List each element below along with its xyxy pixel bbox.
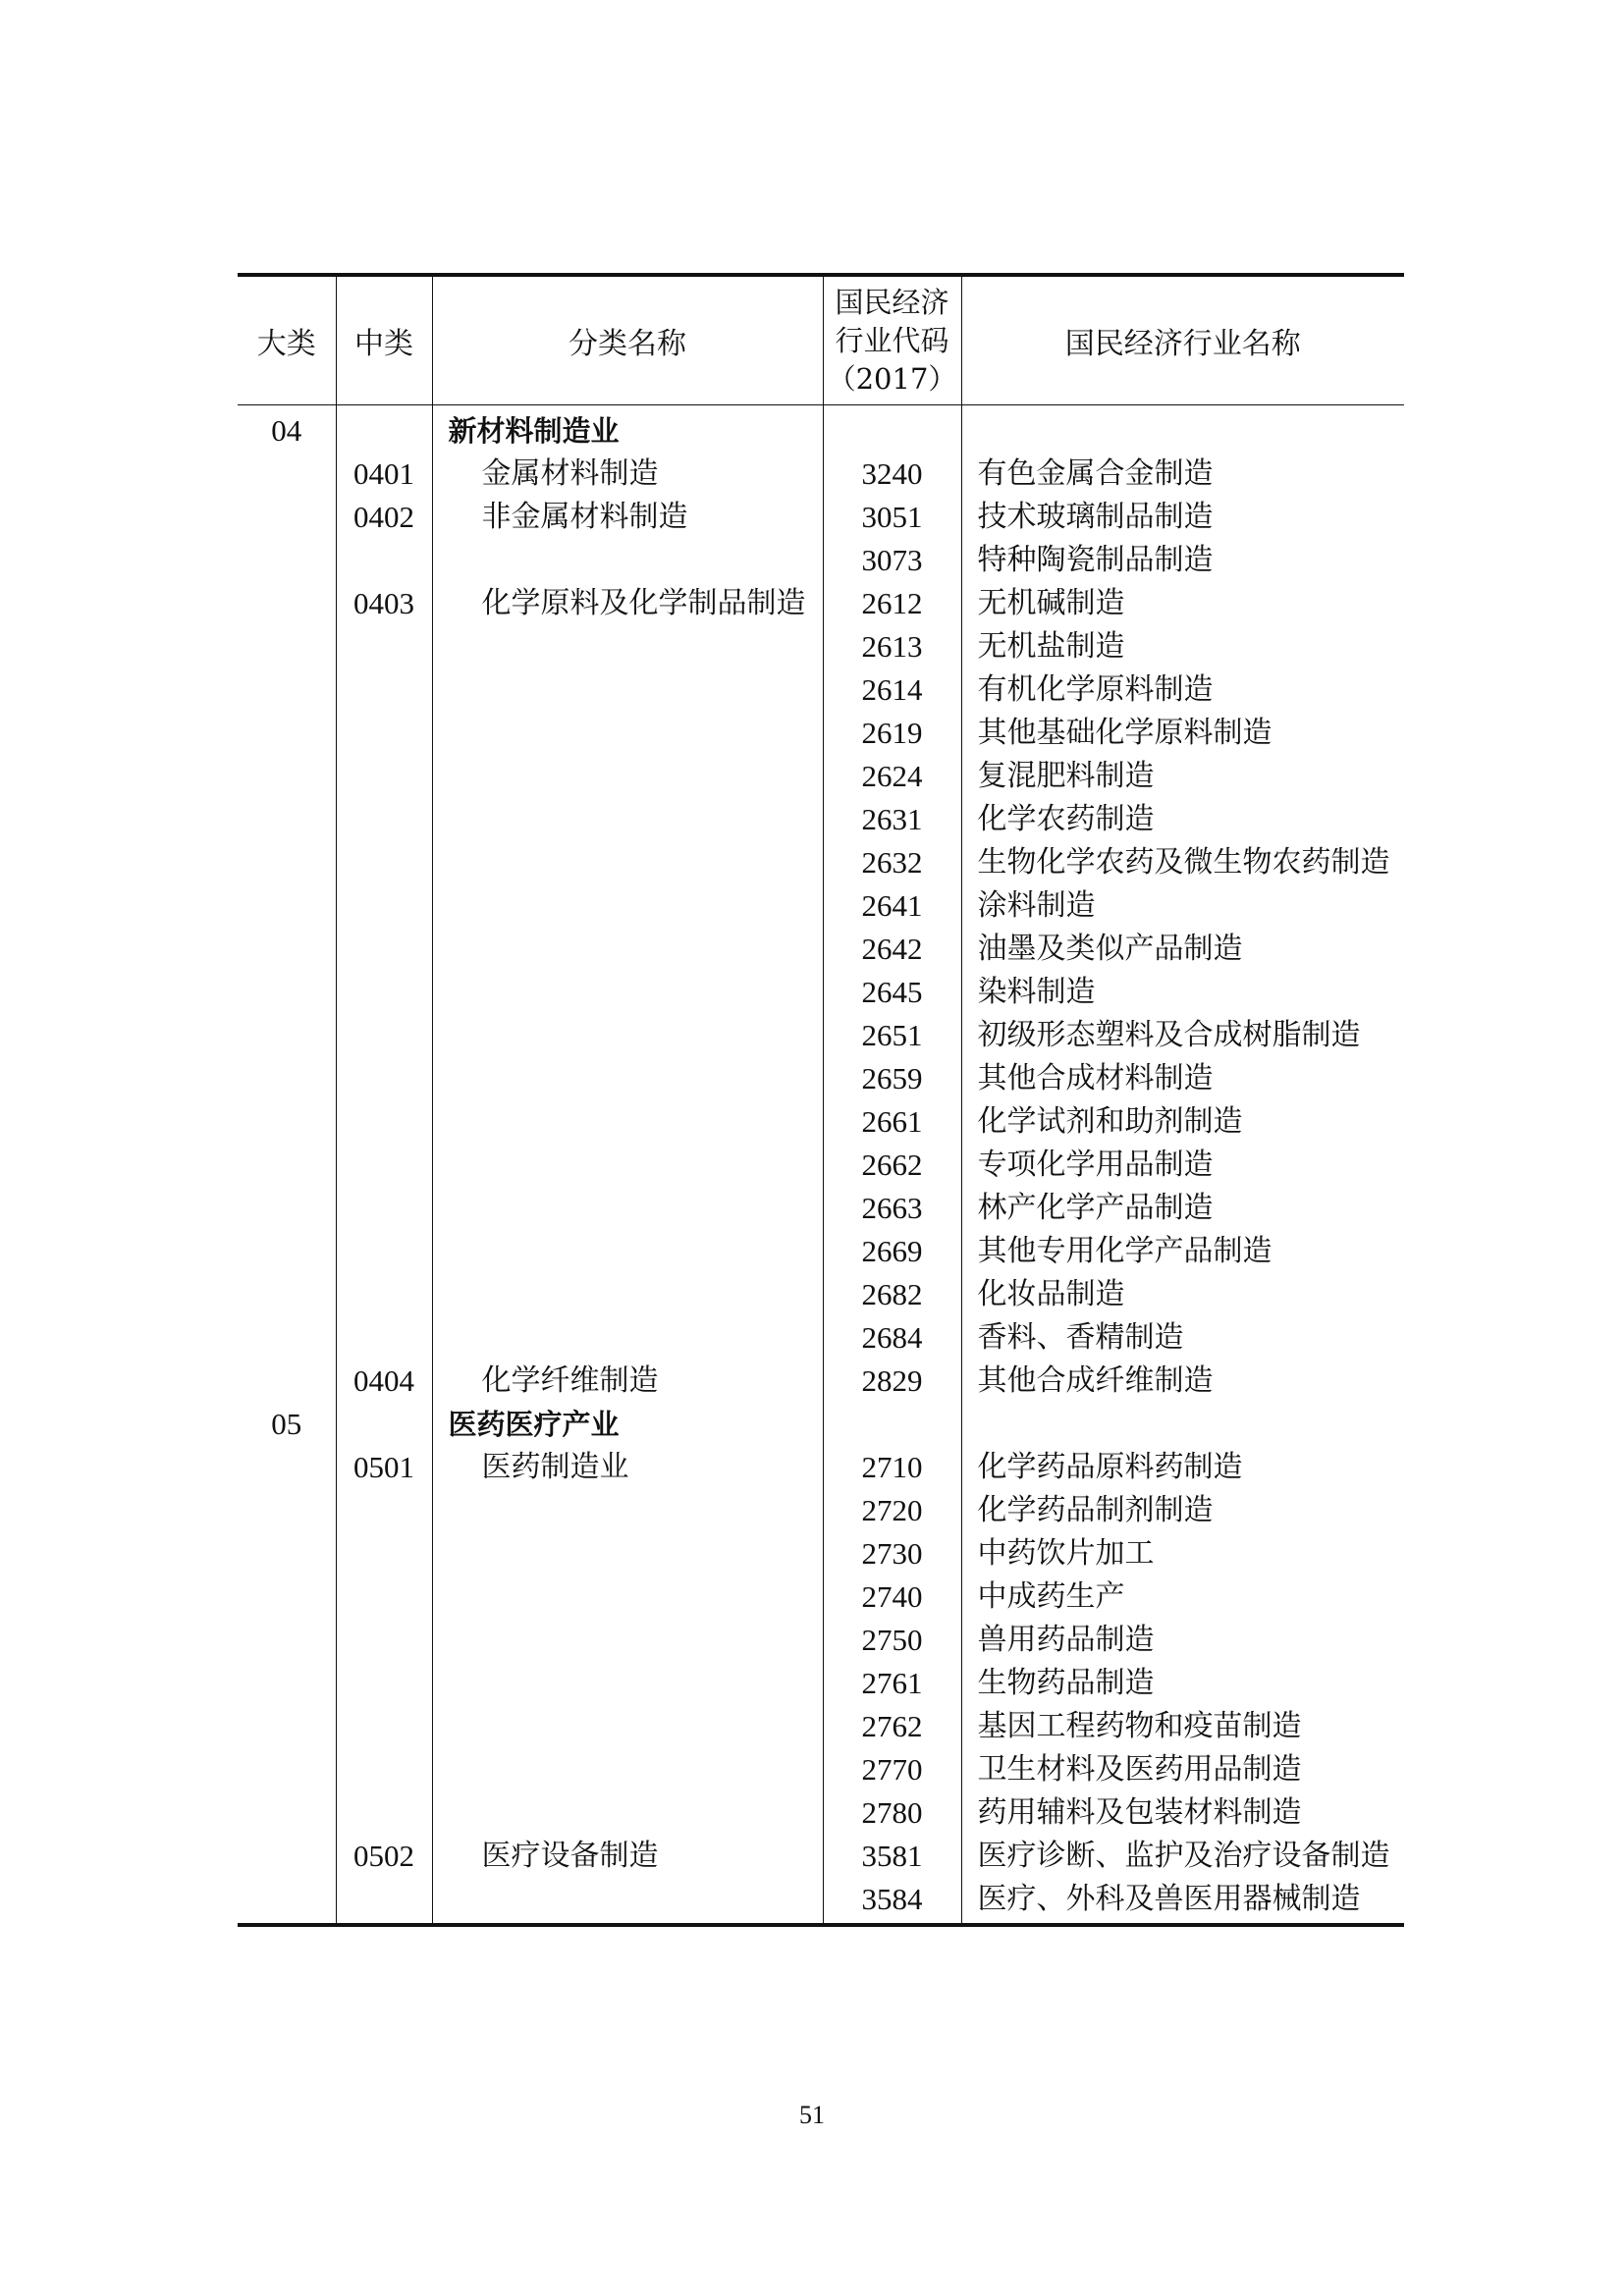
category-name-cell <box>432 1878 823 1925</box>
industry-code-cell: 2661 <box>823 1100 961 1144</box>
major-code-cell <box>238 798 336 841</box>
industry-name-cell: 无机盐制造 <box>961 625 1404 668</box>
category-name-cell: 化学纤维制造 <box>432 1360 823 1403</box>
table-row <box>238 712 1404 755</box>
mid-code-cell <box>336 1748 432 1791</box>
classification-table-wrapper <box>238 273 1404 1927</box>
mid-code-cell: 0502 <box>336 1835 432 1878</box>
industry-code-cell: 2829 <box>823 1360 961 1403</box>
category-name-cell <box>432 1575 823 1619</box>
category-name-cell: 金属材料制造 <box>432 453 823 496</box>
header-row <box>238 275 1404 405</box>
category-name-cell: 医疗设备制造 <box>432 1835 823 1878</box>
category-name-cell <box>432 712 823 755</box>
mid-code-cell <box>336 1144 432 1187</box>
major-code-cell <box>238 1187 336 1230</box>
category-name-cell <box>432 1619 823 1662</box>
major-code-cell <box>238 1662 336 1705</box>
mid-code-cell <box>336 1057 432 1100</box>
category-name-cell <box>432 971 823 1014</box>
major-code-cell <box>238 1100 336 1144</box>
table-row <box>238 1187 1404 1230</box>
major-code-cell <box>238 1878 336 1925</box>
industry-code-cell: 2761 <box>823 1662 961 1705</box>
industry-code-cell: 2641 <box>823 884 961 928</box>
table-row <box>238 582 1404 625</box>
major-code-cell <box>238 582 336 625</box>
industry-name-cell: 中成药生产 <box>961 1575 1404 1619</box>
mid-code-cell <box>336 712 432 755</box>
major-code-cell <box>238 755 336 798</box>
industry-name-cell: 有色金属合金制造 <box>961 453 1404 496</box>
mid-code-cell <box>336 1619 432 1662</box>
table-row <box>238 1835 1404 1878</box>
major-code-cell <box>238 1791 336 1835</box>
industry-name-cell: 技术玻璃制品制造 <box>961 496 1404 539</box>
mid-code-cell: 0402 <box>336 496 432 539</box>
mid-code-cell <box>336 625 432 668</box>
mid-code-cell: 0403 <box>336 582 432 625</box>
mid-code-cell <box>336 1014 432 1057</box>
mid-code-cell <box>336 1662 432 1705</box>
table-row <box>238 1446 1404 1489</box>
major-code-cell <box>238 1057 336 1100</box>
industry-code-cell: 2740 <box>823 1575 961 1619</box>
header-code-line-1: 国民经济 <box>835 285 949 319</box>
category-name-cell <box>432 539 823 582</box>
category-name-cell <box>432 1100 823 1144</box>
major-code-cell: 05 <box>271 1407 302 1441</box>
mid-code-cell <box>336 1316 432 1360</box>
category-name-cell <box>432 1187 823 1230</box>
industry-code-cell: 3051 <box>823 496 961 539</box>
category-name-cell <box>432 1532 823 1575</box>
table-row <box>238 668 1404 712</box>
industry-code-cell: 3073 <box>823 539 961 582</box>
mid-code-cell <box>336 1100 432 1144</box>
header-industry-name: 国民经济行业名称 <box>961 275 1404 405</box>
industry-name-cell: 特种陶瓷制品制造 <box>961 539 1404 582</box>
table-row <box>238 1532 1404 1575</box>
category-name-cell: 非金属材料制造 <box>432 496 823 539</box>
table-row <box>238 928 1404 971</box>
major-code-cell <box>238 1748 336 1791</box>
table-row <box>238 1230 1404 1273</box>
category-name-cell <box>432 668 823 712</box>
table-row <box>238 1273 1404 1316</box>
industry-name-cell: 有机化学原料制造 <box>961 668 1404 712</box>
major-code-cell <box>238 1489 336 1532</box>
industry-name-cell: 生物化学农药及微生物农药制造 <box>961 841 1404 884</box>
category-name-cell: 化学原料及化学制品制造 <box>432 582 823 625</box>
industry-classification-table <box>238 273 1404 1927</box>
mid-code-cell <box>336 755 432 798</box>
category-name-cell <box>432 884 823 928</box>
category-name-cell <box>432 798 823 841</box>
table-row <box>238 841 1404 884</box>
industry-name-cell: 卫生材料及医药用品制造 <box>961 1748 1404 1791</box>
industry-code-cell: 2730 <box>823 1532 961 1575</box>
table-row <box>238 755 1404 798</box>
industry-name-cell: 化学药品原料药制造 <box>961 1446 1404 1489</box>
header-code-line-3: （2017） <box>827 361 957 396</box>
industry-code-cell: 2631 <box>823 798 961 841</box>
major-code-cell <box>238 1014 336 1057</box>
industry-code-cell: 2642 <box>823 928 961 971</box>
header-industry-code <box>823 275 961 405</box>
industry-name-cell: 化学药品制剂制造 <box>961 1489 1404 1532</box>
major-code-cell <box>238 928 336 971</box>
major-code-cell <box>238 539 336 582</box>
major-code-cell <box>238 453 336 496</box>
industry-name-cell: 香料、香精制造 <box>961 1316 1404 1360</box>
major-code-cell: 04 <box>271 413 302 448</box>
mid-code-cell <box>336 971 432 1014</box>
major-code-cell <box>238 1144 336 1187</box>
industry-name-cell <box>961 405 1404 454</box>
mid-code-cell <box>336 539 432 582</box>
major-code-cell <box>238 1835 336 1878</box>
table-row <box>238 1403 1404 1446</box>
industry-code-cell: 2710 <box>823 1446 961 1489</box>
major-code-cell <box>238 1705 336 1748</box>
industry-code-cell: 2662 <box>823 1144 961 1187</box>
industry-code-cell: 2684 <box>823 1316 961 1360</box>
mid-code-cell <box>336 841 432 884</box>
table-row <box>238 1057 1404 1100</box>
mid-code-cell: 0401 <box>336 453 432 496</box>
mid-code-cell: 0404 <box>336 1360 432 1403</box>
industry-code-cell: 2613 <box>823 625 961 668</box>
industry-name-cell: 其他合成纤维制造 <box>961 1360 1404 1403</box>
table-row <box>238 1705 1404 1748</box>
category-name-cell <box>432 1144 823 1187</box>
industry-name-cell: 医疗诊断、监护及治疗设备制造 <box>961 1835 1404 1878</box>
industry-code-cell: 2624 <box>823 755 961 798</box>
major-code-cell <box>238 1360 336 1403</box>
industry-code-cell: 2750 <box>823 1619 961 1662</box>
mid-code-cell: 0501 <box>336 1446 432 1489</box>
industry-name-cell: 染料制造 <box>961 971 1404 1014</box>
table-row <box>238 496 1404 539</box>
category-name-cell <box>432 625 823 668</box>
table-row <box>238 798 1404 841</box>
table-row <box>238 1791 1404 1835</box>
category-name-cell <box>432 1662 823 1705</box>
table-row <box>238 1144 1404 1187</box>
major-code-cell <box>238 496 336 539</box>
category-name-cell: 新材料制造业 <box>432 405 823 454</box>
industry-code-cell: 2612 <box>823 582 961 625</box>
industry-code-cell: 2770 <box>823 1748 961 1791</box>
table-row <box>238 1489 1404 1532</box>
industry-name-cell: 林产化学产品制造 <box>961 1187 1404 1230</box>
mid-code-cell <box>336 668 432 712</box>
major-code-cell <box>238 971 336 1014</box>
mid-code-cell <box>336 1791 432 1835</box>
category-name-cell <box>432 1489 823 1532</box>
mid-code-cell <box>336 1489 432 1532</box>
industry-code-cell: 2720 <box>823 1489 961 1532</box>
category-name-cell <box>432 1791 823 1835</box>
industry-code-cell: 3584 <box>823 1878 961 1925</box>
mid-code-cell <box>336 1403 432 1446</box>
table-row <box>238 1316 1404 1360</box>
mid-code-cell <box>336 1230 432 1273</box>
category-name-cell <box>432 1705 823 1748</box>
industry-code-cell: 3581 <box>823 1835 961 1878</box>
major-code-cell <box>238 1575 336 1619</box>
industry-code-cell: 2682 <box>823 1273 961 1316</box>
header-major-category: 大类 <box>238 275 336 405</box>
major-code-cell <box>238 841 336 884</box>
table-body <box>238 405 1404 1926</box>
category-name-cell: 医药医疗产业 <box>432 1403 823 1446</box>
major-code-cell <box>238 1532 336 1575</box>
industry-code-cell: 2619 <box>823 712 961 755</box>
table-row <box>238 405 1404 454</box>
mid-code-cell <box>336 405 432 454</box>
category-name-cell: 医药制造业 <box>432 1446 823 1489</box>
industry-code-cell <box>823 1403 961 1446</box>
header-mid-category: 中类 <box>336 275 432 405</box>
industry-name-cell: 其他合成材料制造 <box>961 1057 1404 1100</box>
table-row <box>238 1014 1404 1057</box>
major-code-cell <box>238 1230 336 1273</box>
industry-name-cell: 初级形态塑料及合成树脂制造 <box>961 1014 1404 1057</box>
industry-name-cell: 药用辅料及包装材料制造 <box>961 1791 1404 1835</box>
table-row <box>238 1662 1404 1705</box>
industry-code-cell: 2632 <box>823 841 961 884</box>
table-row <box>238 453 1404 496</box>
mid-code-cell <box>336 884 432 928</box>
mid-code-cell <box>336 798 432 841</box>
table-row <box>238 539 1404 582</box>
industry-code-cell: 3240 <box>823 453 961 496</box>
major-code-cell <box>238 1446 336 1489</box>
major-code-cell <box>238 1619 336 1662</box>
industry-name-cell: 医疗、外科及兽医用器械制造 <box>961 1878 1404 1925</box>
industry-name-cell: 基因工程药物和疫苗制造 <box>961 1705 1404 1748</box>
industry-name-cell: 其他专用化学产品制造 <box>961 1230 1404 1273</box>
major-code-cell <box>238 712 336 755</box>
mid-code-cell <box>336 1575 432 1619</box>
page-number: 51 <box>799 2101 825 2129</box>
major-code-cell <box>238 1316 336 1360</box>
category-name-cell <box>432 1230 823 1273</box>
category-name-cell <box>432 1273 823 1316</box>
category-name-cell <box>432 1748 823 1791</box>
table-row <box>238 884 1404 928</box>
mid-code-cell <box>336 1705 432 1748</box>
header-code-line-2: 行业代码 <box>835 323 949 357</box>
industry-name-cell <box>961 1403 1404 1446</box>
table-row <box>238 1878 1404 1925</box>
industry-code-cell: 2651 <box>823 1014 961 1057</box>
mid-code-cell <box>336 1532 432 1575</box>
table-row <box>238 625 1404 668</box>
industry-name-cell: 复混肥料制造 <box>961 755 1404 798</box>
industry-code-cell <box>823 405 961 454</box>
industry-code-cell: 2762 <box>823 1705 961 1748</box>
industry-code-cell: 2614 <box>823 668 961 712</box>
industry-code-cell: 2780 <box>823 1791 961 1835</box>
major-code-cell <box>238 884 336 928</box>
major-code-cell <box>238 1273 336 1316</box>
table-row <box>238 971 1404 1014</box>
category-name-cell <box>432 1014 823 1057</box>
table-row <box>238 1748 1404 1791</box>
table-row <box>238 1360 1404 1403</box>
mid-code-cell <box>336 1273 432 1316</box>
industry-name-cell: 中药饮片加工 <box>961 1532 1404 1575</box>
table-row <box>238 1619 1404 1662</box>
major-code-cell <box>238 625 336 668</box>
industry-name-cell: 其他基础化学原料制造 <box>961 712 1404 755</box>
mid-code-cell <box>336 1878 432 1925</box>
industry-code-cell: 2663 <box>823 1187 961 1230</box>
category-name-cell <box>432 1316 823 1360</box>
industry-code-cell: 2645 <box>823 971 961 1014</box>
industry-name-cell: 化学农药制造 <box>961 798 1404 841</box>
category-name-cell <box>432 1057 823 1100</box>
industry-name-cell: 油墨及类似产品制造 <box>961 928 1404 971</box>
mid-code-cell <box>336 1187 432 1230</box>
table-row <box>238 1100 1404 1144</box>
table-row <box>238 1575 1404 1619</box>
industry-name-cell: 涂料制造 <box>961 884 1404 928</box>
industry-code-cell: 2659 <box>823 1057 961 1100</box>
major-code-cell <box>238 668 336 712</box>
industry-name-cell: 专项化学用品制造 <box>961 1144 1404 1187</box>
table-header <box>238 275 1404 405</box>
category-name-cell <box>432 755 823 798</box>
header-category-name: 分类名称 <box>432 275 823 405</box>
category-name-cell <box>432 928 823 971</box>
industry-name-cell: 生物药品制造 <box>961 1662 1404 1705</box>
mid-code-cell <box>336 928 432 971</box>
industry-name-cell: 兽用药品制造 <box>961 1619 1404 1662</box>
industry-name-cell: 无机碱制造 <box>961 582 1404 625</box>
industry-name-cell: 化学试剂和助剂制造 <box>961 1100 1404 1144</box>
industry-name-cell: 化妆品制造 <box>961 1273 1404 1316</box>
industry-code-cell: 2669 <box>823 1230 961 1273</box>
category-name-cell <box>432 841 823 884</box>
